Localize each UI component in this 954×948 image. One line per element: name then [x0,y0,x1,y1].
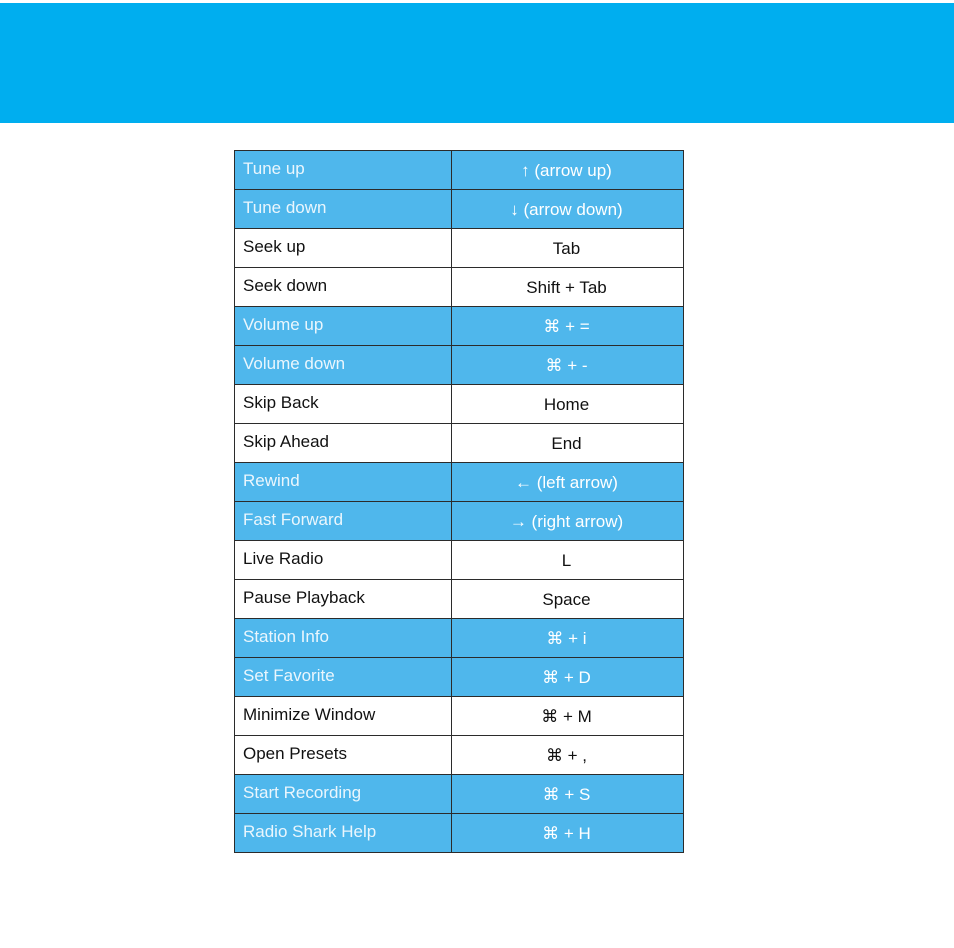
shortcut-action: Station Info [235,619,452,658]
shortcuts-table-body [235,151,684,853]
table-row [235,424,684,463]
shortcut-action: Rewind [235,463,452,502]
table-row [235,658,684,697]
shortcut-action: Volume up [235,307,452,346]
table-row [235,385,684,424]
shortcut-action: Radio Shark Help [235,814,452,853]
shortcut-action: Seek down [235,268,452,307]
shortcut-key: ⌘ + S [452,775,684,814]
shortcut-action: Skip Back [235,385,452,424]
shortcut-action: Tune up [235,151,452,190]
shortcut-action: Minimize Window [235,697,452,736]
top-banner [0,3,954,123]
table-row [235,307,684,346]
table-row [235,346,684,385]
table-row [235,736,684,775]
table-row [235,463,684,502]
shortcut-action: Volume down [235,346,452,385]
shortcut-key: ↑ (arrow up) [452,151,684,190]
table-row [235,697,684,736]
table-row [235,268,684,307]
table-row [235,151,684,190]
shortcut-key: Shift + Tab [452,268,684,307]
shortcut-key: End [452,424,684,463]
shortcut-key: ⌘ + H [452,814,684,853]
shortcut-key: ⌘ + , [452,736,684,775]
shortcut-key: ⌘ + = [452,307,684,346]
shortcut-key: Tab [452,229,684,268]
shortcut-key: → (right arrow) [452,502,684,541]
shortcut-action: Live Radio [235,541,452,580]
table-row [235,619,684,658]
table-row [235,502,684,541]
table-row [235,229,684,268]
table-row [235,775,684,814]
shortcut-action: Tune down [235,190,452,229]
shortcut-action: Start Recording [235,775,452,814]
shortcut-key: ↓ (arrow down) [452,190,684,229]
table-row [235,814,684,853]
shortcut-action: Fast Forward [235,502,452,541]
shortcut-key: ⌘ + M [452,697,684,736]
shortcut-action: Skip Ahead [235,424,452,463]
shortcut-action: Set Favorite [235,658,452,697]
table-row [235,580,684,619]
shortcut-key: Home [452,385,684,424]
table-row [235,190,684,229]
shortcut-key: ← (left arrow) [452,463,684,502]
shortcut-key: ⌘ + - [452,346,684,385]
shortcut-key: L [452,541,684,580]
shortcut-key: ⌘ + D [452,658,684,697]
table-row [235,541,684,580]
keyboard-shortcuts-table [234,150,684,853]
shortcut-action: Pause Playback [235,580,452,619]
shortcut-key: ⌘ + i [452,619,684,658]
shortcut-action: Seek up [235,229,452,268]
shortcut-action: Open Presets [235,736,452,775]
shortcut-key: Space [452,580,684,619]
